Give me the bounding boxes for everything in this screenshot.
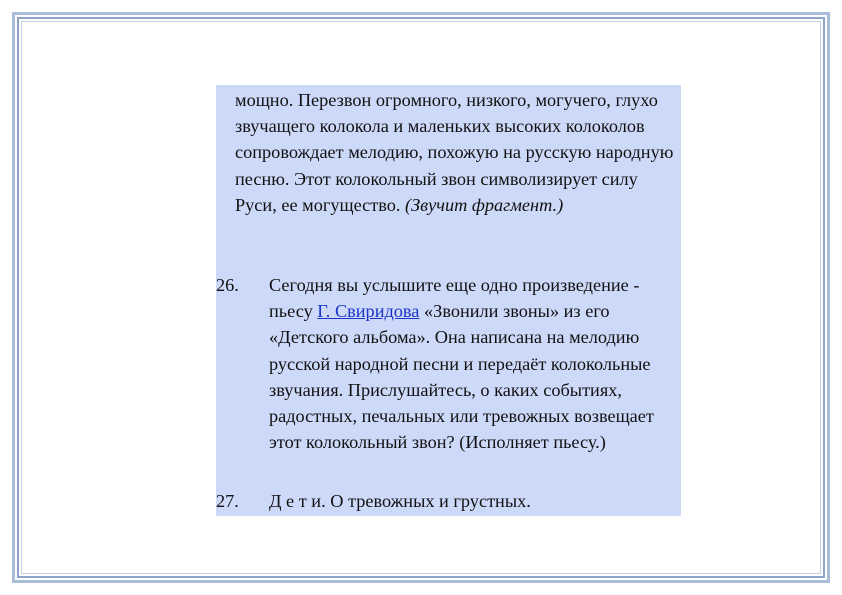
continuation-text: мощно. Перезвон огромного, низкого, могучего, глухо звучащего колокола и маленьких высоких колоколов сопровождает мелодию, похожую на русскую народную песню. Этот колокольный звон символизирует силу Руси, ее могущество. bbox=[235, 90, 674, 215]
item-number-27: 27. bbox=[216, 491, 239, 511]
list-item-27 bbox=[216, 488, 680, 514]
item-number-26: 26. bbox=[216, 275, 239, 295]
composer-link[interactable]: Г. Свиридова bbox=[317, 301, 420, 322]
paragraph-continuation bbox=[235, 87, 680, 218]
speaker-label: Д е т и. bbox=[269, 491, 326, 511]
item-26-body bbox=[235, 272, 680, 455]
item-26-text-after: «Звонили звоны» из его «Детского альбома». Она написана на мелодию русской народной песни и передаёт колокольные звучания. Прислушайтесь, о каких событиях, радостных, печальных или тревожных возвещает этот колокольный звон? (Исполняет пьесу.) bbox=[269, 301, 654, 453]
item-27-body bbox=[235, 488, 680, 514]
item-26-text-before: Сегодня вы услышите еще одно произведение - пьесу bbox=[269, 275, 640, 322]
stage-direction: (Звучит фрагмент.) bbox=[405, 194, 564, 215]
list-item-26 bbox=[216, 272, 680, 455]
item-27-text: О тревожных и грустных. bbox=[330, 491, 531, 511]
text-box bbox=[216, 85, 681, 516]
